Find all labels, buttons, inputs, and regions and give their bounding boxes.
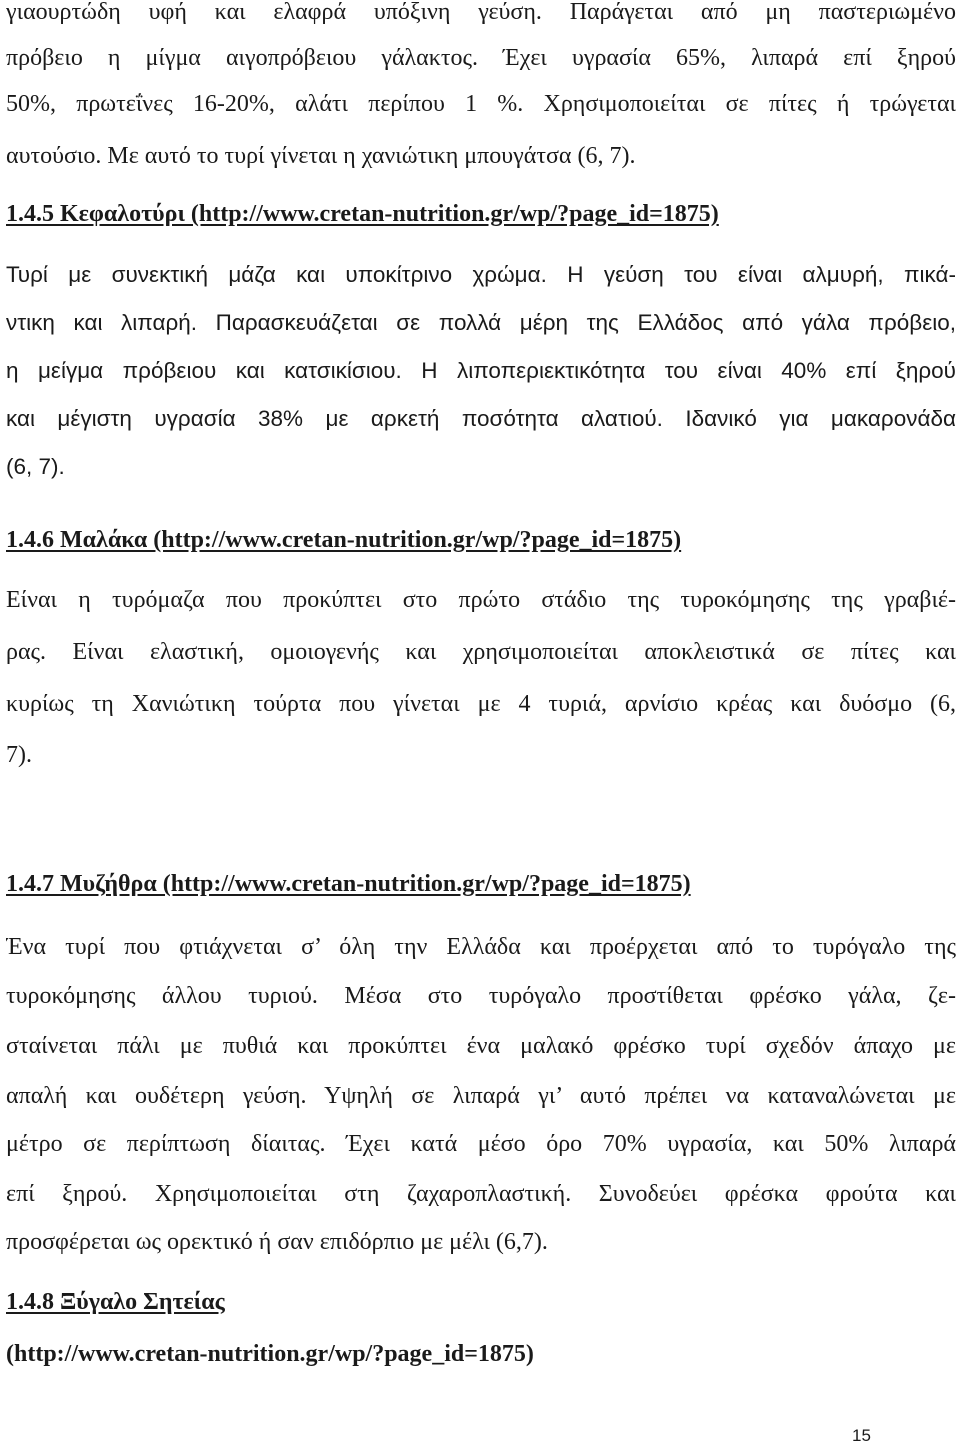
paragraph-line: Ένα τυρί που φτιάχνεται σ’ όλη την Ελλάδα και προέρχεται από το τυρόγαλο της [6, 934, 956, 960]
paragraph-line: 50%, πρωτεΐνες 16-20%, αλάτι περίπου 1 %. Χρησιμοποιείται σε πίτες ή τρώγεται [6, 91, 956, 117]
paragraph-line: επί ξηρού. Χρησιμοποιείται στη ζαχαροπλαστική. Συνοδεύει φρέσκα φρούτα και [6, 1181, 956, 1207]
paragraph-line: Τυρί με συνεκτική μάζα και υποκίτρινο χρώμα. Η γεύση του είναι αλμυρή, πικά- [6, 262, 956, 287]
section-heading-1-4-6: 1.4.6 Μαλάκα (http://www.cretan-nutrition.gr/wp/?page_id=1875) [6, 527, 682, 553]
paragraph-line: προσφέρεται ως ορεκτικό ή σαν επιδόρπιο με μέλι (6,7). [6, 1229, 548, 1255]
section-heading-1-4-7: 1.4.7 Μυζήθρα (http://www.cretan-nutrition.gr/wp/?page_id=1875) [6, 871, 691, 897]
paragraph-line: Είναι η τυρόμαζα που προκύπτει στο πρώτο στάδιο της τυροκόμησης της γραβιέ- [6, 587, 956, 613]
paragraph-line: τυροκόμησης άλλου τυριού. Μέσα στο τυρόγαλο προστίθεται φρέσκο γάλα, ζε- [6, 983, 956, 1009]
paragraph-line: γιαουρτώδη υφή και ελαφρά υπόξινη γεύση. Παράγεται από μη παστεριωμένο [6, 0, 956, 25]
paragraph-line: κυρίως τη Χανιώτικη τούρτα που γίνεται με 4 τυριά, αρνίσιο κρέας και δυόσμο (6, [6, 691, 956, 717]
section-heading-1-4-5: 1.4.5 Κεφαλοτύρι (http://www.cretan-nutrition.gr/wp/?page_id=1875) [6, 201, 719, 227]
paragraph-line: και μέγιστη υγρασία 38% με αρκετή ποσότητα αλατιού. Ιδανικό για μακαρονάδα [6, 406, 956, 431]
section-heading-url: (http://www.cretan-nutrition.gr/wp/?page_id=1875) [6, 1341, 534, 1367]
paragraph-line: ρας. Είναι ελαστική, ομοιογενής και χρησιμοποιείται αποκλειστικά σε πίτες και [6, 639, 956, 665]
page-number: 15 [852, 1426, 871, 1445]
paragraph-line: μέτρο σε περίπτωση δίαιτας. Έχει κατά μέσο όρο 70% υγρασία, και 50% λιπαρά [6, 1131, 956, 1157]
section-heading-1-4-8: 1.4.8 Ξύγαλο Σητείας [6, 1289, 225, 1315]
paragraph-line: (6, 7). [6, 454, 65, 479]
paragraph-line: σταίνεται πάλι με πυθιά και προκύπτει ένα μαλακό φρέσκο τυρί σχεδόν άπαχο με [6, 1033, 956, 1059]
paragraph-line: 7). [6, 742, 32, 768]
paragraph-line: πρόβειο η μίγμα αιγοπρόβειου γάλακτος. Έχει υγρασία 65%, λιπαρά επί ξηρού [6, 45, 956, 71]
paragraph-line: ντικη και λιπαρή. Παρασκευάζεται σε πολλά μέρη της Ελλάδος από γάλα πρόβειο, [6, 310, 956, 335]
paragraph-line: απαλή και ουδέτερη γεύση. Υψηλή σε λιπαρά γι’ αυτό πρέπει να καταναλώνεται με [6, 1083, 956, 1109]
paragraph-line: η μείγμα πρόβειου και κατσικίσιου. Η λιποπεριεκτικότητα του είναι 40% επί ξηρού [6, 358, 956, 383]
paragraph-line: αυτούσιο. Με αυτό το τυρί γίνεται η χανιώτικη μπουγάτσα (6, 7). [6, 143, 636, 169]
